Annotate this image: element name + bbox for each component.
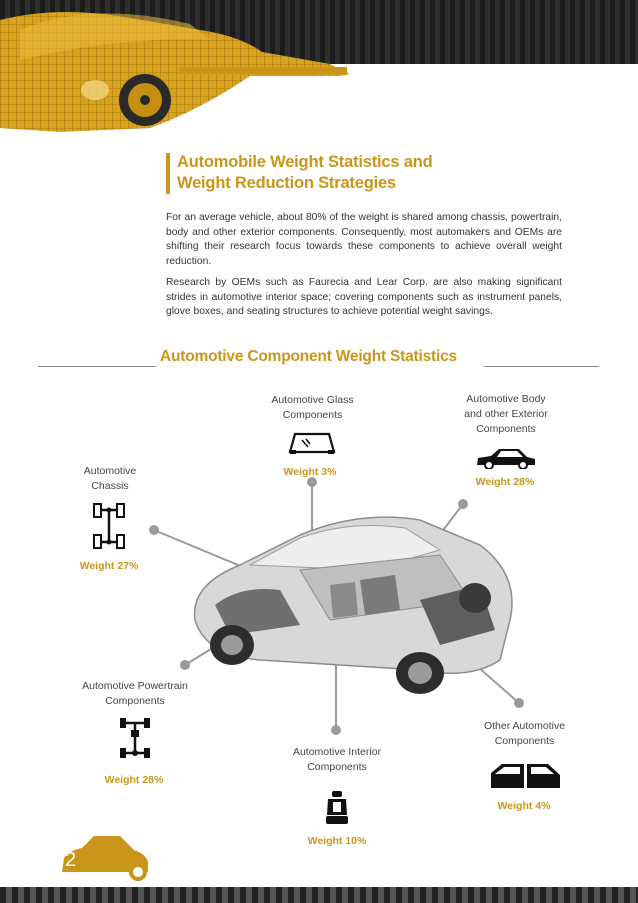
- page-title-line1: Automobile Weight Statistics and: [177, 153, 433, 171]
- body-label: [447, 392, 565, 437]
- car-body-icon: [475, 447, 537, 474]
- page-title-line2: Weight Reduction Strategies: [177, 174, 396, 192]
- interior-weight: Weight 10%: [307, 835, 367, 847]
- body-label-line3: Components: [476, 423, 536, 435]
- windshield-icon: [288, 430, 336, 459]
- interior-label-line1: Automotive Interior: [292, 746, 382, 758]
- glass-weight: Weight 3%: [283, 466, 337, 478]
- page-title: [177, 152, 432, 194]
- seat-icon: [325, 791, 349, 830]
- header-gold-strip: [180, 67, 347, 74]
- glass-label: [255, 393, 370, 423]
- glass-label-line2: Components: [282, 409, 343, 421]
- page-number: 2: [65, 849, 77, 871]
- powertrain-label-line1: Automotive Powertrain: [82, 680, 188, 692]
- intro-paragraph: For an average vehicle, about 80% of the weight is shared among chassis, powertrain, body and other exterior components. Consequently, most automakers and OEMs are shifting their research focus towards these components to achieve overall weight reduction.: [166, 212, 562, 267]
- glass-label-line1: Automotive Glass: [271, 394, 354, 406]
- body-weight: Weight 28%: [475, 476, 535, 488]
- section-title: Automotive Component Weight Statistics: [160, 348, 457, 365]
- chassis-icon: [92, 502, 126, 555]
- powertrain-weight: Weight 28%: [104, 774, 164, 786]
- other-weight: Weight 4%: [497, 800, 551, 812]
- chassis-label: [65, 464, 155, 494]
- car-doors-icon: [490, 763, 562, 794]
- chassis-weight: Weight 27%: [79, 560, 139, 572]
- interior-label-line2: Components: [307, 761, 367, 773]
- interior-label: [277, 745, 397, 775]
- section-rule-right: [484, 366, 599, 367]
- other-label: [467, 719, 582, 749]
- body-label-line2: and other Exterior: [464, 408, 548, 420]
- chassis-label-line2: Chassis: [91, 480, 129, 492]
- header-band-cutout: [350, 64, 638, 74]
- section-rule-left: [38, 366, 156, 367]
- body-label-line1: Automotive Body: [466, 393, 546, 405]
- research-paragraph: Research by OEMs such as Faurecia and Lear Corp. are also making significant strides in automotive interior space; covering components such as instrument panels, glove boxes, and seating structures to achieve potential weight savings.: [166, 277, 562, 317]
- other-label-line1: Other Automotive: [483, 720, 566, 732]
- powertrain-icon: [119, 716, 151, 765]
- footer-band: [0, 887, 638, 903]
- other-label-line2: Components: [494, 735, 555, 747]
- chassis-label-line1: Automotive: [83, 465, 137, 477]
- powertrain-label-line2: Components: [105, 695, 165, 707]
- title-accent-bar: [166, 153, 170, 194]
- powertrain-label: [70, 679, 200, 709]
